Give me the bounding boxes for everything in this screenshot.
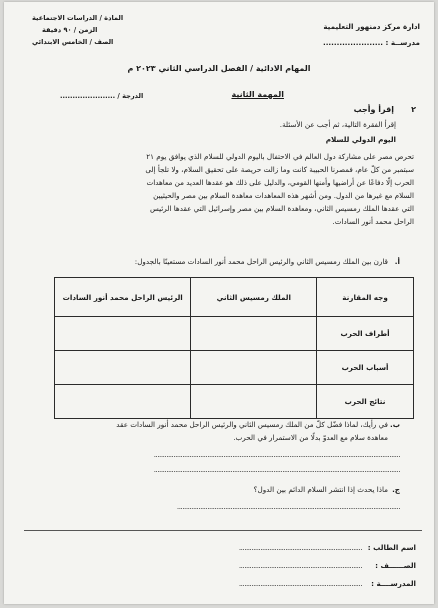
- admin-line: ادارة مركز دمنهور التعليمية: [323, 22, 420, 31]
- passage-line: السلام مع غيرها من الدول. ومن أشهر هذه المعاهدات معاهدة السلام بين مصر والحيثيين: [153, 191, 414, 200]
- table-row: [55, 351, 414, 385]
- question-c-label: ج.: [392, 485, 400, 494]
- main-title: المهام الادائية / الفصل الدراسي الثاني ٢٠٢٣ م: [127, 64, 311, 73]
- answer-cell[interactable]: [55, 385, 191, 419]
- passage: [145, 152, 414, 230]
- comparison-table: [54, 277, 414, 419]
- passage-line: سبتمبر من كلّ عام، فمصرنا الحبيبة كانت وما زالت حريصة على تحقيق السلام، ولا تلجأ إلى: [145, 165, 414, 174]
- student-name-label: اسم الطالب :: [367, 543, 416, 552]
- question-instruction: إقرأ الفقرة التالية، ثم أجب عن الأسئلة.: [279, 120, 396, 129]
- passage-line: الراحل محمد أنور السادات.: [332, 217, 414, 226]
- question-a-text: قارن بين الملك رمسيس الثاني والرئيس الراحل محمد أنور السادات مستعينًا بالجدول:: [134, 257, 388, 266]
- answer-cell[interactable]: [191, 385, 317, 419]
- passage-line: التي عقدها الملك رمسيس الثاني، ومعاهدة السلام بين مصر وإسرائيل التي عقدها الرئيس: [149, 204, 414, 213]
- question-heading: إقرأ وأجب: [353, 105, 394, 114]
- divider: [24, 530, 422, 531]
- table-header: الملك رمسيس الثاني: [191, 278, 317, 317]
- answer-cell[interactable]: [55, 351, 191, 385]
- passage-line: تحرص مصر على مشاركة دول العالم في الاحتفال باليوم الدولي للسلام الذي يوافق يوم ٢١: [146, 152, 414, 161]
- worksheet-page: [4, 2, 434, 604]
- subject-line: المادة / الدراسات الاجتماعية: [32, 14, 124, 22]
- row-label: أطراف الحرب: [317, 317, 414, 351]
- question-a-label: أ.: [394, 257, 400, 266]
- question-b-line1: في رأيك، لماذا فضّل كلّ من الملك رمسيس الثاني والرئيس الراحل محمد أنور السادات عقد: [116, 420, 388, 429]
- grade-label: الصــــــف :: [375, 561, 416, 570]
- table-header: وجه المقارنة: [317, 278, 414, 317]
- question-number: ٢: [411, 105, 416, 114]
- answer-cell[interactable]: [191, 351, 317, 385]
- table-header: الرئيس الراحل محمد أنور السادات: [55, 278, 191, 317]
- task-title: المهمة الثانية: [231, 90, 284, 99]
- passage-line: الحرب إلّا دفاعًا عن أراضيها وأمنها القومي، والدليل على ذلك هو عقدها العديد من معاهدات: [146, 178, 414, 187]
- grade-level-line: الصف / الخامس الابتدائي: [32, 38, 114, 46]
- grade-field[interactable]: .....................................................................: [238, 561, 362, 570]
- question-b-line2: معاهدة سلام مع العدوّ بدلًا من الاستمرار في الحرب.: [233, 433, 388, 442]
- question-b-label: ب.: [390, 420, 400, 429]
- table-header-row: [55, 278, 414, 317]
- student-name-field[interactable]: .....................................................................: [238, 543, 362, 552]
- row-label: أسباب الحرب: [317, 351, 414, 385]
- score-label: الدرجة / ......................: [60, 92, 144, 100]
- passage-title: اليوم الدولي للسلام: [325, 135, 396, 144]
- row-label: نتائج الحرب: [317, 385, 414, 419]
- table-row: [55, 385, 414, 419]
- question-c-text: ماذا يحدث إذا انتشر السلام الدائم بين الدول؟: [253, 485, 388, 494]
- answer-line[interactable]: ..........................................................................................................................................: [153, 465, 400, 474]
- answer-line[interactable]: ..........................................................................................................................................: [153, 450, 400, 459]
- time-line: الزمن / ٩٠ دقيقة: [42, 26, 98, 34]
- school-label: المدرســــة :: [371, 579, 416, 588]
- answer-cell[interactable]: [191, 317, 317, 351]
- table-row: [55, 317, 414, 351]
- answer-line[interactable]: .............................................................................................................................: [176, 502, 400, 511]
- school-field[interactable]: .....................................................................: [238, 579, 362, 588]
- school-line: مدرســة : ......................: [322, 38, 420, 47]
- answer-cell[interactable]: [55, 317, 191, 351]
